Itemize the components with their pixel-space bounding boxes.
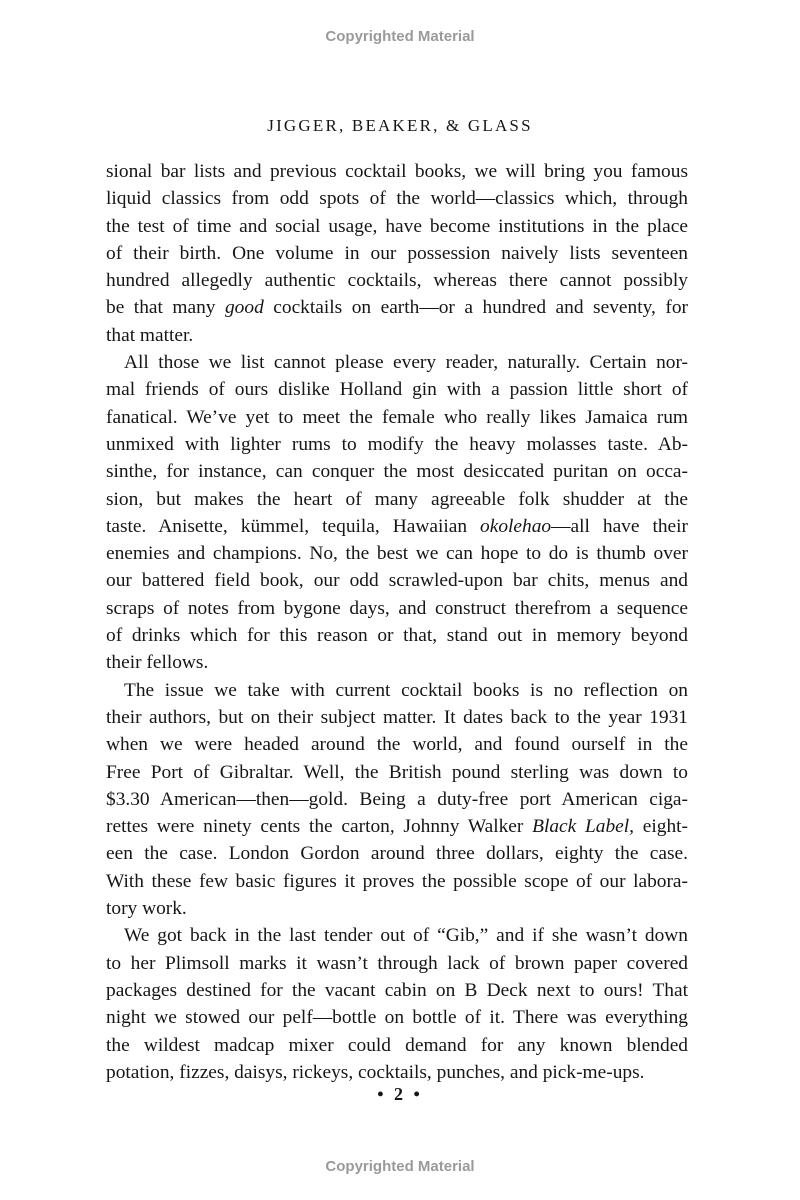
- paragraph: [106, 158, 688, 349]
- text-run: sion, but makes the heart of many agreeable folk shudder at the: [106, 488, 688, 510]
- page-number: • 2 •: [377, 1084, 423, 1104]
- text-run: when we were headed around the world, and found ourself in the: [106, 734, 688, 756]
- text-run: the test of time and social usage, have become institutions in the place: [106, 215, 688, 237]
- text-line: [106, 540, 688, 567]
- text-line: [106, 267, 688, 294]
- text-line: [106, 1032, 688, 1059]
- text-line: [106, 868, 688, 895]
- text-line: [106, 567, 688, 594]
- text-run: The issue we take with current cocktail books is no reflection on: [124, 679, 688, 701]
- text-line: [106, 950, 688, 977]
- italic-text: good: [224, 297, 264, 319]
- text-run: Free Port of Gibraltar. Well, the British pound sterling was down to: [106, 761, 688, 783]
- text-run: All those we list cannot please every reader, naturally. Certain nor-: [124, 352, 688, 374]
- text-line: [106, 813, 688, 840]
- text-line: [106, 322, 688, 349]
- text-run: that matter.: [106, 324, 194, 346]
- text-run: We got back in the last tender out of “Gib,” and if she wasn’t down: [124, 925, 688, 947]
- text-run: scraps of notes from bygone days, and construct therefrom a sequence: [106, 597, 688, 619]
- text-line: [106, 431, 688, 458]
- text-line: [106, 458, 688, 485]
- text-line: [106, 759, 688, 786]
- body-text: [106, 158, 688, 1086]
- text-run: enemies and champions. No, the best we can hope to do is thumb over: [106, 543, 688, 565]
- text-run: of drinks which for this reason or that, stand out in memory beyond: [106, 625, 688, 647]
- text-run: rettes were ninety cents the carton, Johnny Walker: [106, 816, 533, 838]
- text-line: [106, 213, 688, 240]
- text-run: tory work.: [106, 898, 187, 920]
- paragraph: [106, 677, 688, 923]
- text-line: [106, 677, 688, 704]
- text-run: een the case. London Gordon around three dollars, eighty the case.: [106, 843, 688, 865]
- text-line: [106, 294, 688, 321]
- running-head: JIGGER, BEAKER, & GLASS: [267, 116, 533, 135]
- text-run: night we stowed our pelf—bottle on bottle of it. There was everything: [106, 1007, 688, 1029]
- text-line: [106, 895, 688, 922]
- text-run: sinthe, for instance, can conquer the most desiccated puritan on occa-: [106, 461, 688, 483]
- italic-text: Black Label,: [532, 816, 635, 838]
- text-line: [106, 404, 688, 431]
- text-line: [106, 649, 688, 676]
- text-run: the wildest madcap mixer could demand for any known blended: [106, 1034, 688, 1056]
- text-run: potation, fizzes, daisys, rickeys, cocktails, punches, and pick-me-ups.: [106, 1061, 645, 1083]
- text-line: [106, 185, 688, 212]
- text-line: [106, 731, 688, 758]
- text-line: [106, 622, 688, 649]
- text-run: to her Plimsoll marks it wasn’t through lack of brown paper covered: [106, 952, 688, 974]
- text-run: our battered field book, our odd scrawled-upon bar chits, menus and: [106, 570, 688, 592]
- text-line: [106, 240, 688, 267]
- text-run: —all have their: [551, 515, 688, 537]
- copyright-watermark-top: Copyrighted Material: [325, 28, 475, 45]
- paragraph: [106, 349, 688, 677]
- text-run: their fellows.: [106, 652, 209, 674]
- copyright-watermark-bottom: Copyrighted Material: [325, 1158, 475, 1175]
- text-line: [106, 922, 688, 949]
- text-run: $3.30 American—then—gold. Being a duty-free port American ciga-: [106, 788, 688, 810]
- text-run: taste. Anisette, kümmel, tequila, Hawaiian: [106, 515, 481, 537]
- text-run: sional bar lists and previous cocktail books, we will bring you famous: [106, 161, 688, 182]
- text-run: their authors, but on their subject matter. It dates back to the year 1931: [106, 706, 688, 728]
- text-run: unmixed with lighter rums to modify the heavy molasses taste. Ab-: [106, 433, 688, 455]
- text-run: liquid classics from odd spots of the world—classics which, through: [106, 188, 688, 210]
- text-run: packages destined for the vacant cabin on B Deck next to ours! That: [106, 979, 688, 1001]
- text-line: [106, 595, 688, 622]
- text-line: [106, 704, 688, 731]
- text-line: [106, 158, 688, 185]
- text-line: [106, 840, 688, 867]
- text-run: mal friends of ours dislike Holland gin with a passion little short of: [106, 379, 688, 401]
- italic-text: okolehao: [480, 515, 552, 537]
- text-line: [106, 486, 688, 513]
- text-line: [106, 977, 688, 1004]
- text-run: be that many: [106, 297, 225, 319]
- text-run: hundred allegedly authentic cocktails, whereas there cannot possibly: [106, 270, 688, 292]
- paragraph: [106, 922, 688, 1086]
- text-run: fanatical. We’ve yet to meet the female who really likes Jamaica rum: [106, 406, 688, 428]
- text-line: [106, 1004, 688, 1031]
- text-line: [106, 1059, 688, 1086]
- text-line: [106, 376, 688, 403]
- text-line: [106, 786, 688, 813]
- text-line: [106, 349, 688, 376]
- text-line: [106, 513, 688, 540]
- text-run: of their birth. One volume in our possession naively lists seventeen: [106, 242, 688, 264]
- text-run: eight-: [634, 816, 688, 838]
- text-run: With these few basic figures it proves the possible scope of our labora-: [106, 870, 688, 892]
- text-run: cocktails on earth—or a hundred and seventy, for: [263, 297, 688, 319]
